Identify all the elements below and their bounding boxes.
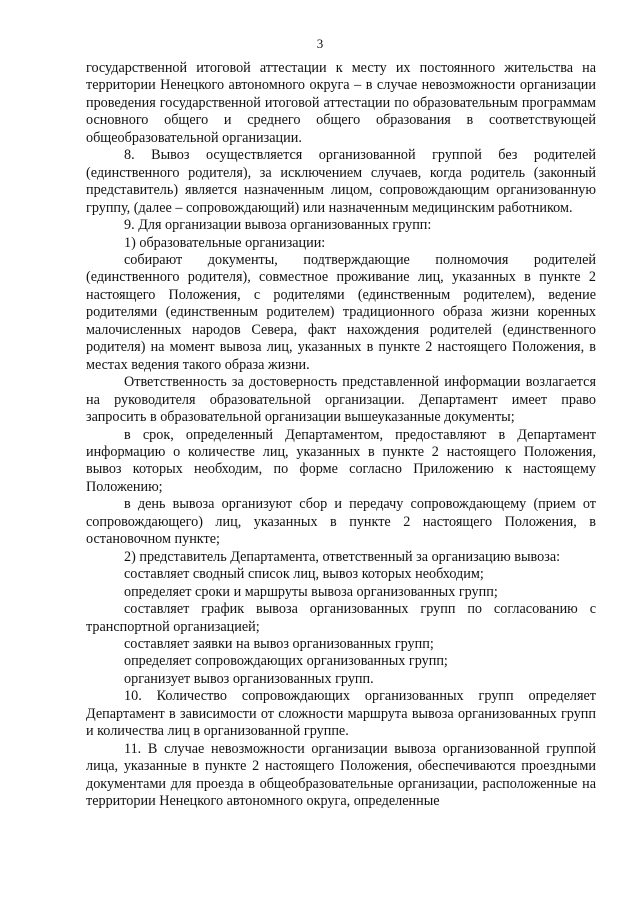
paragraph-organize-gathering: в день вывоза организуют сбор и передачу сопровождающему (прием от сопровождающего) лиц, указанных в пункте 2 настоящего Положения, в остановочном пункте; [86,496,596,548]
document-body [86,60,596,810]
paragraph-organize-transport: организует вывоз организованных групп. [124,670,374,687]
paragraph-item-9: 9. Для организации вывоза организованных групп: [124,217,432,234]
paragraph-requests: составляет заявки на вывоз организованных групп; [124,635,434,652]
paragraph-summary-list: составляет сводный список лиц, вывоз которых необходим; [124,566,484,583]
paragraph-routes: определяет сроки и маршруты вывоза организованных групп; [124,583,498,600]
page-number: 3 [316,36,324,51]
paragraph-subitem-2: 2) представитель Департамента, ответственный за организацию вывоза: [124,548,561,565]
paragraph-item-8: 8. Вывоз осуществляется организованной группой без родителей (единственного родителя), за исключением случаев, когда родитель (законный представитель) является назначенным лицом, сопровождающим организованную группу, (далее – сопровождающий) или назначенным медицинским работником. [86,147,596,216]
paragraph-escorts: определяет сопровождающих организованных групп; [124,653,448,670]
paragraph-schedule: составляет график вывоза организованных групп по согласованию с транспортной организацией; [86,601,596,635]
paragraph-collect-documents: собирают документы, подтверждающие полномочия родителей (единственного родителя), совместное проживание лиц, указанных в пункте 2 настоящего Положения, с родителями (единственным родителем), ведение родителями (единственным родителем) традиционного образа жизни коренных малочисленных народов Севера, факт нахождения родителей (единственного родителя) на момент вывоза лиц, указанных в пункте 2 настоящего Положения, в местах ведения такого образа жизни. [86,251,596,373]
paragraph-item-11: 11. В случае невозможности организации вывоза организованной группой лица, указанные в пункте 2 настоящего Положения, обеспечиваются проездными документами для проезда в общеобразовательные организации, расположенные на территории Ненецкого автономного округа, определенные [86,740,596,810]
paragraph-item-10: 10. Количество сопровождающих организованных групп определяет Департамент в зависимости от сложности маршрута вывоза организованных групп и количества лиц в организованной группе. [86,688,596,740]
paragraph-continuation: государственной итоговой аттестации к месту их постоянного жительства на территории Ненецкого автономного округа – в случае невозможности организации проведения государственной итоговой аттестации по образовательным программам основного общего и среднего общего образования в соответствующей общеобразовательной организации. [86,60,596,146]
paragraph-responsibility: Ответственность за достоверность представленной информации возлагается на руководителя образовательной организации. Департамент имеет право запросить в образовательной организации вышеуказанные документы; [86,374,596,426]
paragraph-provide-information: в срок, определенный Департаментом, предоставляют в Департамент информацию о количестве лиц, указанных в пункте 2 настоящего Положения, вывоз которых необходим, по форме согласно Приложению к настоящему Положению; [86,426,596,495]
paragraph-subitem-1: 1) образовательные организации: [124,234,326,251]
